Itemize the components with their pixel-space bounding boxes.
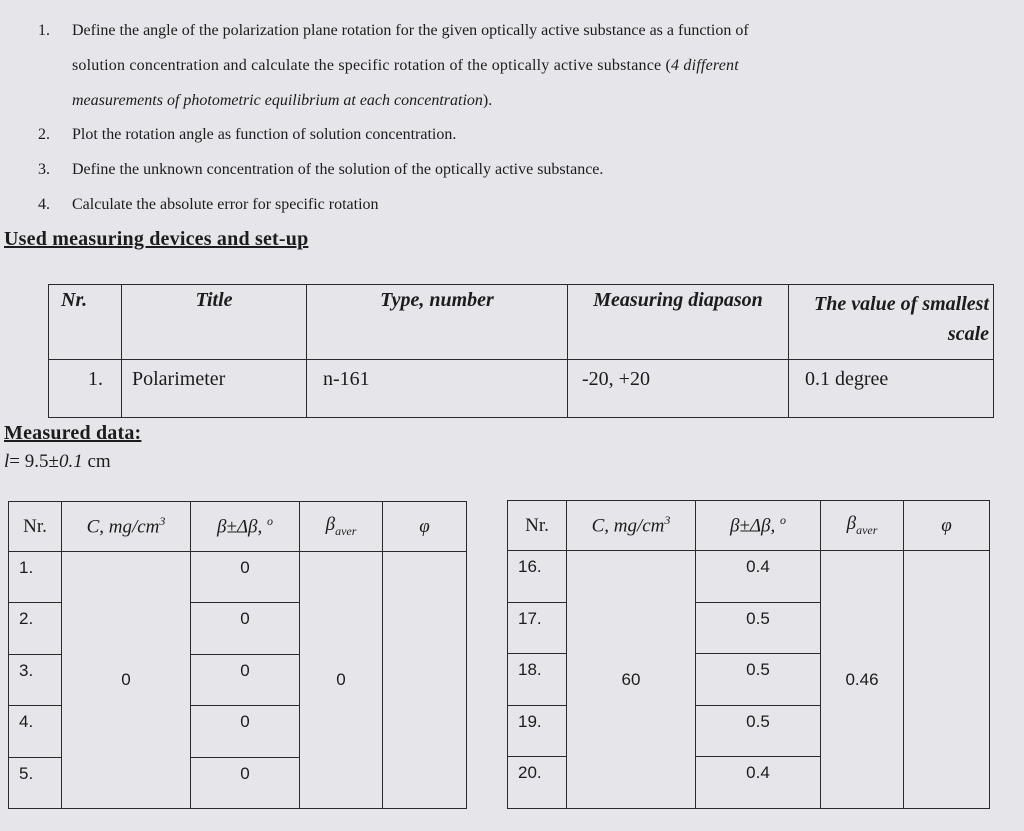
devices-row	[49, 359, 994, 417]
cell-nr: 20.	[508, 757, 567, 809]
measurement-table-left	[8, 501, 467, 809]
cell-beta: 0.4	[696, 757, 821, 809]
cell-type-number: n-161	[307, 359, 568, 417]
task-number: 3.	[38, 161, 50, 178]
cell-beta-aver: 0.46	[821, 551, 904, 809]
length-variable: l	[4, 451, 10, 472]
cell-beta: 0.4	[696, 551, 821, 603]
task-2-text: Plot the rotation angle as function of solution concentration.	[72, 126, 457, 143]
cell-beta: 0.5	[696, 705, 821, 757]
header-beta	[191, 502, 300, 552]
header-beta-aver-label: β	[325, 514, 336, 536]
header-concentration	[62, 502, 191, 552]
header-beta-unit: o	[267, 514, 273, 529]
header-concentration-label: C, mg/cm	[86, 516, 160, 538]
header-title: Title	[122, 285, 307, 360]
cell-nr: 17.	[508, 602, 567, 654]
header-beta-aver	[821, 501, 904, 551]
cell-smallest-scale: 0.1 degree	[789, 359, 994, 417]
header-beta-label: β±Δβ,	[216, 516, 263, 538]
measurement-table-right	[507, 500, 990, 809]
task-1-line-3-end: ).	[482, 92, 493, 109]
cell-title: Polarimeter	[122, 359, 307, 417]
cell-beta: 0.5	[696, 602, 821, 654]
header-concentration-sup: 3	[159, 514, 166, 529]
cell-phi	[904, 551, 990, 809]
header-concentration-sup: 3	[664, 513, 671, 528]
task-1-line-2-text: solution concentration and calculate the specific rotation of the optically active substance (	[72, 57, 672, 74]
header-nr: Nr.	[508, 501, 567, 551]
cell-nr: 19.	[508, 705, 567, 757]
header-nr: Nr.	[49, 285, 122, 360]
table-row	[9, 552, 467, 603]
cell-beta: 0	[191, 603, 300, 654]
header-concentration	[567, 501, 696, 551]
task-number: 1.	[38, 22, 50, 39]
task-4-text: Calculate the absolute error for specific rotation	[72, 196, 379, 213]
cell-phi	[383, 552, 467, 809]
cell-concentration: 0	[62, 552, 191, 809]
task-1-line-3	[72, 84, 492, 118]
length-unit: cm	[87, 451, 111, 472]
cell-nr: 2.	[9, 603, 62, 654]
cell-concentration: 60	[567, 551, 696, 809]
cell-beta: 0	[191, 654, 300, 705]
measured-data-heading: Measured data:	[4, 422, 142, 444]
length-value	[4, 451, 111, 473]
header-beta-aver-sub: aver	[856, 522, 878, 537]
header-nr: Nr.	[9, 502, 62, 552]
header-smallest-scale: The value of smallest scale	[789, 285, 994, 360]
length-error: 0.1	[58, 451, 83, 472]
cell-nr: 4.	[9, 706, 62, 757]
cell-nr: 3.	[9, 654, 62, 705]
header-phi: φ	[383, 502, 467, 552]
task-1-line-2	[72, 49, 952, 83]
devices-table	[48, 284, 994, 418]
cell-beta: 0	[191, 552, 300, 603]
header-beta-aver	[300, 502, 383, 552]
header-beta-aver-label: β	[846, 513, 857, 535]
table-row	[508, 551, 990, 603]
task-1-line-1: Define the angle of the polarization plane rotation for the given optically active substance as a function of	[72, 22, 749, 39]
cell-beta: 0.5	[696, 654, 821, 706]
cell-measuring-diapason: -20, +20	[568, 359, 789, 417]
task-number: 2.	[38, 126, 50, 143]
header-concentration-label: C, mg/cm	[591, 515, 665, 537]
cell-nr: 18.	[508, 654, 567, 706]
cell-beta: 0	[191, 706, 300, 757]
length-equation: = 9.5±	[9, 451, 59, 472]
cell-nr: 16.	[508, 551, 567, 603]
header-beta-aver-sub: aver	[335, 523, 357, 538]
devices-header-row	[49, 285, 994, 360]
task-3-text: Define the unknown concentration of the solution of the optically active substance.	[72, 161, 604, 178]
cell-beta-aver: 0	[300, 552, 383, 809]
header-type-number: Type, number	[307, 285, 568, 360]
header-measuring-diapason: Measuring diapason	[568, 285, 789, 360]
header-beta-label: β±Δβ,	[729, 515, 776, 537]
measurement-header-row	[508, 501, 990, 551]
header-beta-unit: o	[780, 513, 786, 528]
cell-beta: 0	[191, 757, 300, 808]
devices-heading: Used measuring devices and set-up	[4, 228, 309, 250]
task-number: 4.	[38, 196, 50, 213]
cell-nr: 5.	[9, 757, 62, 808]
task-1-line-3-italic: measurements of photometric equilibrium at each concentration	[72, 92, 483, 109]
measurement-header-row	[9, 502, 467, 552]
cell-nr: 1.	[9, 552, 62, 603]
task-1-line-2-italic: 4 different	[671, 57, 739, 74]
header-beta	[696, 501, 821, 551]
cell-nr: 1.	[49, 359, 122, 417]
header-phi: φ	[904, 501, 990, 551]
